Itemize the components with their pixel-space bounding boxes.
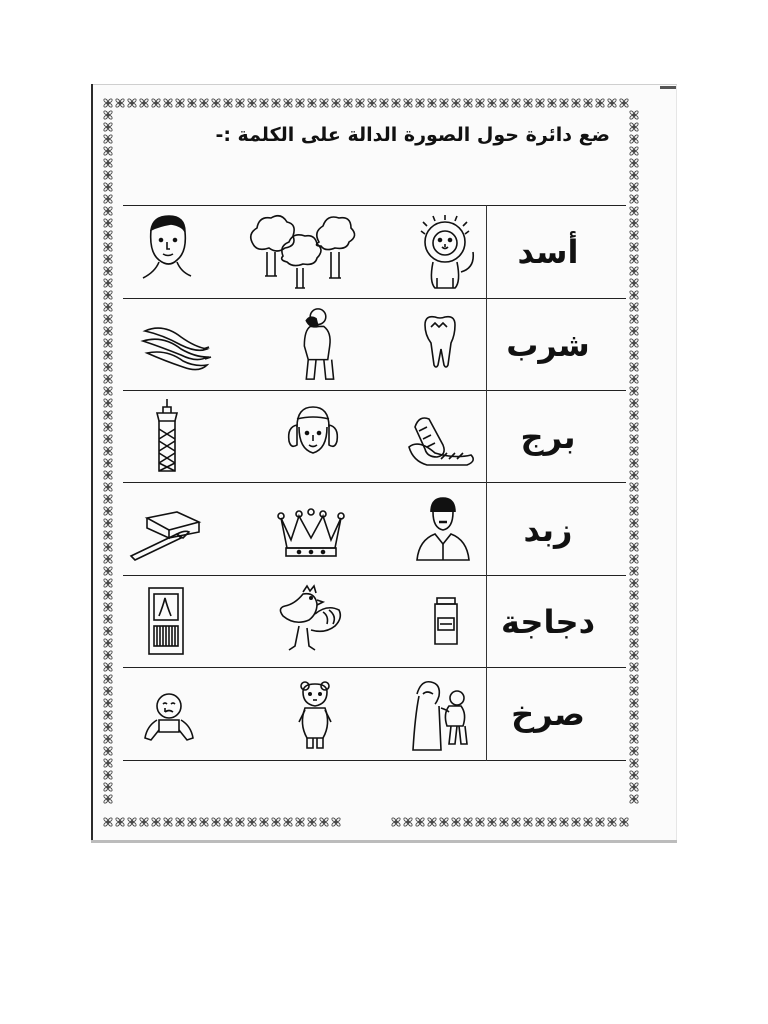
girl-face-picture[interactable] [283, 397, 343, 477]
border-flower [629, 542, 639, 552]
target-word: دجاجة [501, 603, 595, 641]
border-flower [629, 698, 639, 708]
border-flower [103, 482, 113, 492]
border-flower [103, 710, 113, 720]
border-flower [583, 817, 593, 827]
border-flower [187, 98, 197, 108]
border-flower [629, 578, 639, 588]
border-flower [629, 434, 639, 444]
border-flower [307, 98, 317, 108]
border-flower [103, 530, 113, 540]
worksheet-table [123, 205, 626, 761]
border-flower [103, 362, 113, 372]
border-flower [559, 98, 569, 108]
border-flower [211, 98, 221, 108]
border-flower [475, 98, 485, 108]
border-flower [629, 110, 639, 120]
border-flower [629, 638, 639, 648]
border-flower [547, 817, 557, 827]
border-flower [103, 770, 113, 780]
bananas-picture[interactable] [137, 305, 213, 385]
border-flower [295, 817, 305, 827]
border-flower [331, 98, 341, 108]
border-flower [103, 626, 113, 636]
border-flower [415, 817, 425, 827]
border-flower [103, 686, 113, 696]
border-flower [319, 98, 329, 108]
border-flower [629, 374, 639, 384]
border-flower [391, 817, 401, 827]
border-flower [629, 662, 639, 672]
table-row [123, 576, 626, 668]
border-flower [629, 458, 639, 468]
border-flower [103, 110, 113, 120]
scan-bottom-edge [91, 840, 677, 843]
border-flower [415, 98, 425, 108]
window-picture[interactable] [145, 582, 187, 662]
border-flower [511, 98, 521, 108]
border-flower [355, 98, 365, 108]
border-flower [629, 554, 639, 564]
border-flower [629, 266, 639, 276]
border-flower [595, 817, 605, 827]
border-flower [629, 482, 639, 492]
border-flower [629, 602, 639, 612]
border-flower [103, 206, 113, 216]
border-flower [629, 194, 639, 204]
border-flower [629, 506, 639, 516]
border-flower [151, 98, 161, 108]
border-flower [163, 817, 173, 827]
border-flower [271, 817, 281, 827]
border-flower [487, 98, 497, 108]
boy-drinking-picture[interactable] [288, 305, 348, 385]
border-flower [629, 230, 639, 240]
border-flower [199, 817, 209, 827]
border-flower [619, 98, 629, 108]
border-flower [235, 817, 245, 827]
border-flower [629, 314, 639, 324]
border-flower [629, 782, 639, 792]
border-flower [223, 817, 233, 827]
border-flower [103, 374, 113, 384]
border-flower [629, 590, 639, 600]
border-flower [103, 146, 113, 156]
border-flower [103, 350, 113, 360]
border-flower [283, 98, 293, 108]
target-word: أسد [517, 233, 579, 271]
border-flower [235, 98, 245, 108]
border-flower [547, 98, 557, 108]
border-flower [103, 326, 113, 336]
border-flower [629, 278, 639, 288]
border-flower [247, 98, 257, 108]
border-flower [103, 170, 113, 180]
border-flower [319, 817, 329, 827]
border-flower [271, 98, 281, 108]
border-flower [343, 98, 353, 108]
border-flower [103, 746, 113, 756]
border-flower [629, 674, 639, 684]
border-flower [103, 662, 113, 672]
boy-face-picture[interactable] [137, 212, 197, 292]
border-flower [103, 158, 113, 168]
border-flower [379, 98, 389, 108]
border-flower [103, 602, 113, 612]
border-flower [629, 254, 639, 264]
border-flower [629, 794, 639, 804]
border-flower [629, 362, 639, 372]
border-flower [629, 722, 639, 732]
table-row [123, 299, 626, 391]
border-flower [583, 98, 593, 108]
border-flower [487, 817, 497, 827]
border-flower [427, 98, 437, 108]
border-flower [629, 686, 639, 696]
border-flower [403, 98, 413, 108]
border-flower [103, 614, 113, 624]
jar-picture[interactable] [429, 582, 463, 662]
border-flower [103, 218, 113, 228]
border-flower [103, 134, 113, 144]
border-flower [103, 410, 113, 420]
border-flower [103, 494, 113, 504]
border-flower [103, 722, 113, 732]
border-flower [629, 422, 639, 432]
border-flower [367, 98, 377, 108]
border-flower [223, 98, 233, 108]
scan-mark [660, 86, 676, 89]
border-flower [103, 650, 113, 660]
border-flower [103, 422, 113, 432]
bear-picture[interactable] [295, 674, 335, 754]
border-flower [187, 817, 197, 827]
border-flower [103, 122, 113, 132]
border-flower [103, 590, 113, 600]
border-flower [559, 817, 569, 827]
border-flower [523, 817, 533, 827]
border-flower [103, 338, 113, 348]
border-flower [629, 350, 639, 360]
table-rule [123, 760, 626, 761]
border-flower [103, 446, 113, 456]
border-flower [175, 98, 185, 108]
butter-knife-picture[interactable] [127, 490, 213, 570]
border-flower [629, 386, 639, 396]
border-flower [451, 98, 461, 108]
border-flower [629, 146, 639, 156]
border-flower [307, 817, 317, 827]
border-flower [629, 206, 639, 216]
border-flower [103, 542, 113, 552]
border-flower [629, 626, 639, 636]
table-row [123, 391, 626, 483]
border-flower [103, 254, 113, 264]
border-flower [571, 98, 581, 108]
border-flower [103, 386, 113, 396]
border-flower [199, 98, 209, 108]
border-flower [127, 98, 137, 108]
border-flower [103, 266, 113, 276]
border-flower [629, 770, 639, 780]
border-flower [629, 158, 639, 168]
border-flower [403, 817, 413, 827]
border-flower [163, 98, 173, 108]
border-flower [259, 98, 269, 108]
border-flower [629, 242, 639, 252]
border-flower [331, 817, 341, 827]
border-flower [499, 98, 509, 108]
border-flower [103, 758, 113, 768]
border-flower [103, 674, 113, 684]
border-flower [115, 98, 125, 108]
border-flower [629, 398, 639, 408]
border-flower [629, 338, 639, 348]
border-flower [103, 302, 113, 312]
border-flower [619, 817, 629, 827]
border-flower [283, 817, 293, 827]
table-row [123, 484, 626, 576]
mother-and-child-picture[interactable] [407, 674, 477, 754]
border-flower [571, 817, 581, 827]
border-flower [151, 817, 161, 827]
border-flower [103, 242, 113, 252]
border-flower [103, 278, 113, 288]
border-flower [127, 817, 137, 827]
border-flower [595, 98, 605, 108]
border-flower [629, 518, 639, 528]
border-flower [139, 98, 149, 108]
trees-picture[interactable] [243, 212, 368, 292]
bread-picture[interactable] [405, 397, 477, 477]
border-flower [629, 734, 639, 744]
border-flower [629, 530, 639, 540]
border-flower [629, 710, 639, 720]
border-flower [391, 98, 401, 108]
table-row [123, 668, 626, 760]
table-row [123, 206, 626, 298]
target-word: برج [520, 418, 576, 456]
border-flower [475, 817, 485, 827]
border-flower [629, 746, 639, 756]
border-flower [629, 566, 639, 576]
border-flower [607, 98, 617, 108]
border-flower [211, 817, 221, 827]
tower-picture[interactable] [145, 397, 189, 477]
border-flower [629, 122, 639, 132]
worksheet-instruction: ضع دائرة حول الصورة الدالة على الكلمة :- [215, 124, 610, 146]
border-flower [103, 782, 113, 792]
baby-crying-picture[interactable] [139, 674, 199, 754]
border-flower [629, 182, 639, 192]
border-flower [629, 170, 639, 180]
border-flower [523, 98, 533, 108]
border-flower [103, 182, 113, 192]
target-word: زبد [523, 511, 573, 549]
border-flower [629, 614, 639, 624]
border-flower [103, 734, 113, 744]
border-flower [103, 98, 113, 108]
border-flower [103, 194, 113, 204]
border-flower [629, 410, 639, 420]
border-flower [463, 817, 473, 827]
scan-top-edge [93, 84, 677, 85]
rooster-picture[interactable] [273, 582, 347, 662]
man-picture[interactable] [413, 490, 471, 570]
border-flower [103, 638, 113, 648]
border-flower [629, 446, 639, 456]
border-flower [295, 98, 305, 108]
border-flower [629, 650, 639, 660]
border-flower [115, 817, 125, 827]
border-flower [103, 434, 113, 444]
border-flower [629, 218, 639, 228]
border-flower [259, 817, 269, 827]
border-flower [629, 494, 639, 504]
border-flower [535, 98, 545, 108]
border-flower [103, 458, 113, 468]
border-flower [103, 314, 113, 324]
target-word: صرخ [511, 695, 585, 733]
crown-picture[interactable] [275, 490, 347, 570]
lion-picture[interactable] [413, 212, 481, 292]
border-flower [103, 470, 113, 480]
border-flower [629, 758, 639, 768]
border-flower [103, 398, 113, 408]
border-flower [103, 817, 113, 827]
border-flower [139, 817, 149, 827]
border-flower [103, 506, 113, 516]
border-flower [103, 794, 113, 804]
border-flower [629, 470, 639, 480]
border-flower [175, 817, 185, 827]
border-flower [463, 98, 473, 108]
border-flower [103, 290, 113, 300]
border-flower [629, 134, 639, 144]
border-flower [103, 554, 113, 564]
border-flower [427, 817, 437, 827]
border-flower [451, 817, 461, 827]
border-flower [511, 817, 521, 827]
border-flower [439, 98, 449, 108]
scan-left-edge [91, 84, 93, 842]
border-flower [607, 817, 617, 827]
border-flower [629, 302, 639, 312]
border-flower [629, 290, 639, 300]
border-flower [103, 566, 113, 576]
tooth-picture[interactable] [415, 305, 465, 385]
target-word: شرب [506, 326, 590, 364]
border-flower [629, 326, 639, 336]
border-flower [247, 817, 257, 827]
border-flower [103, 230, 113, 240]
border-flower [103, 518, 113, 528]
border-flower [499, 817, 509, 827]
border-flower [103, 578, 113, 588]
border-flower [103, 698, 113, 708]
border-flower [439, 817, 449, 827]
border-flower [535, 817, 545, 827]
